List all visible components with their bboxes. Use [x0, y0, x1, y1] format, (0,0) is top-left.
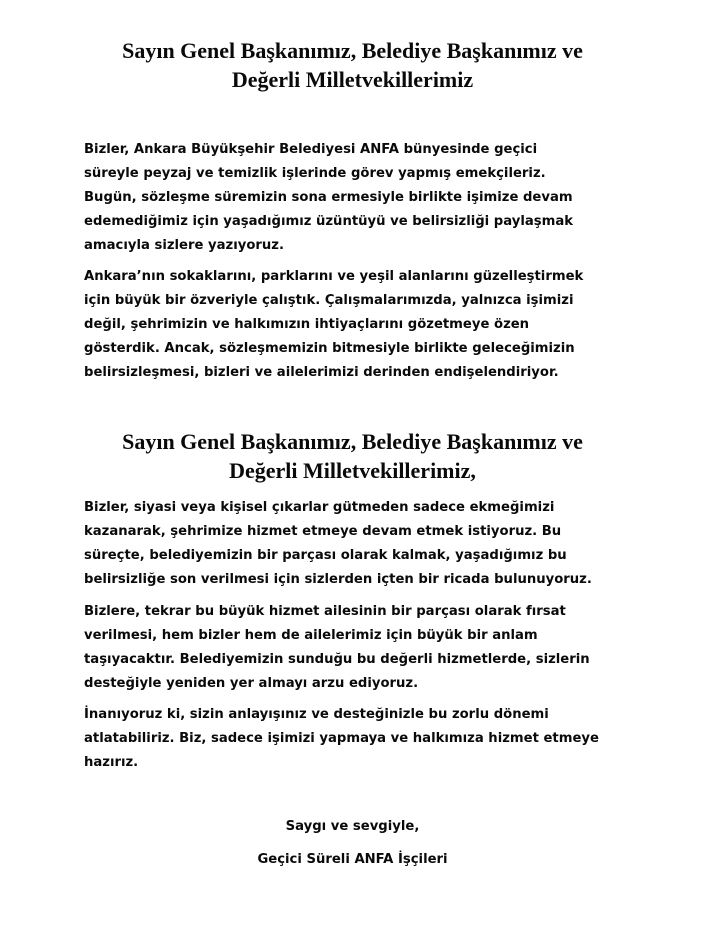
- letter-heading-top: [40, 36, 665, 94]
- paragraph-line: değil, şehrimizin ve halkımızın ihtiyaçlarını gözetmeye özen: [84, 317, 530, 332]
- letter-heading-second: [40, 427, 665, 485]
- paragraph-line: Ankara’nın sokaklarını, parklarını ve yeşil alanlarını güzelleştirmek: [84, 269, 584, 284]
- paragraph-line: gösterdik. Ancak, sözleşmemizin bitmesiyle birlikte geleceğimizin: [84, 341, 575, 356]
- paragraph-line: amacıyla sizlere yazıyoruz.: [84, 238, 284, 253]
- paragraph-request: [84, 496, 644, 592]
- closing-salutation: Saygı ve sevgiyle,: [285, 819, 420, 834]
- paragraph-line: Bizler, siyasi veya kişisel çıkarlar gütmeden sadece ekmeğimizi: [84, 500, 555, 515]
- paragraph-line: Bugün, sözleşme süremizin sona ermesiyle birlikte işimize devam: [84, 190, 573, 205]
- paragraph-line: belirsizliğe son verilmesi için sizlerden içten bir ricada bulunuyoruz.: [84, 572, 592, 587]
- paragraph-line: Bizlere, tekrar bu büyük hizmet ailesinin bir parçası olarak fırsat: [84, 604, 566, 619]
- paragraph-line: atlatabiliriz. Biz, sadece işimizi yapmaya ve halkımıza hizmet etmeye: [84, 731, 599, 746]
- paragraph-line: kazanarak, şehrimize hizmet etmeye devam etmek istiyoruz. Bu: [84, 524, 562, 539]
- paragraph-line: süreyle peyzaj ve temizlik işlerinde görev yapmış emekçileriz.: [84, 166, 546, 181]
- paragraph-belief: [84, 703, 644, 775]
- paragraph-opportunity: [84, 600, 644, 696]
- heading-line: Değerli Milletvekillerimiz: [231, 67, 474, 92]
- paragraph-line: desteğiyle yeniden yer almayı arzu ediyoruz.: [84, 676, 419, 691]
- paragraph-line: edemediğimiz için yaşadığımız üzüntüyü ve belirsizliği paylaşmak: [84, 214, 574, 229]
- paragraph-intro: [84, 138, 644, 258]
- paragraph-line: İnanıyoruz ki, sizin anlayışınız ve desteğinizle bu zorlu dönemi: [84, 707, 549, 722]
- paragraph-line: süreçte, belediyemizin bir parçası olarak kalmak, yaşadığımız bu: [84, 548, 567, 563]
- paragraph-line: verilmesi, hem bizler hem de ailelerimiz için büyük bir anlam: [84, 628, 538, 643]
- heading-line: Sayın Genel Başkanımız, Belediye Başkanımız ve: [122, 38, 583, 63]
- paragraph-line: taşıyacaktır. Belediyemizin sunduğu bu değerli hizmetlerde, sizlerin: [84, 652, 590, 667]
- paragraph-work: [84, 265, 644, 385]
- paragraph-line: için büyük bir özveriyle çalıştık. Çalışmalarımızda, yalnızca işimizi: [84, 293, 574, 308]
- paragraph-line: belirsizleşmesi, bizleri ve ailelerimizi derinden endişelendiriyor.: [84, 365, 559, 380]
- closing-signature: Geçici Süreli ANFA İşçileri: [257, 852, 448, 867]
- paragraph-line: Bizler, Ankara Büyükşehir Belediyesi ANFA bünyesinde geçici: [84, 142, 538, 157]
- heading-line: Değerli Milletvekillerimiz,: [229, 458, 476, 483]
- heading-line: Sayın Genel Başkanımız, Belediye Başkanımız ve: [122, 429, 583, 454]
- paragraph-line: hazırız.: [84, 755, 139, 770]
